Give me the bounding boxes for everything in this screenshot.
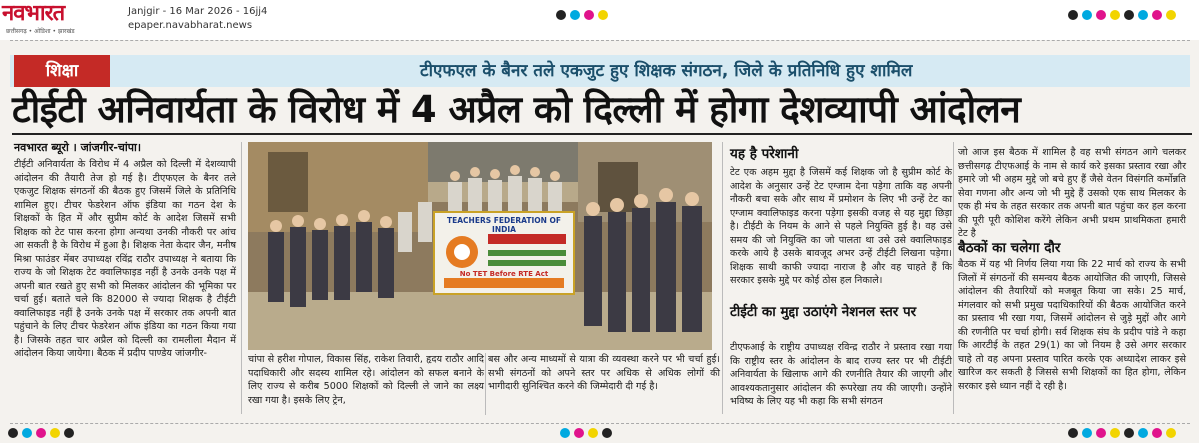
cyan-mark-icon	[22, 428, 32, 438]
cyan-mark-icon	[1082, 428, 1092, 438]
top-divider	[10, 40, 1190, 41]
black-mark-icon	[602, 428, 612, 438]
byline: नवभारत ब्यूरो । जांजगीर-चांपा।	[14, 141, 142, 154]
yellow-mark-icon	[588, 428, 598, 438]
paragraph-problem: टेट एक अहम मुद्दा है जिसमें कई शिक्षक जो है सुप्रीम कोर्ट के आदेश के अनुसार उन्हें टेट एग्जाम देना पड़ेगा ताकि वह अपनी नौकरी बचा सके और साथ में प्रमोशन के लिए भी उन्हें टेट का एग्जाम क्वालिफाइड करना पड़ेगा इसकी वजह से यह मुद्दा छिड़ा है। टीईटी के नियम के आने से पहले नियुक्ति हुई है। वह उसे समय की जो नियुक्ति का जो पालता था उसे उसे क्वालिफाइड करके आये है उसके बावजूद अभर उन्हें टीईटी लिखना पड़ेगा। शिक्षक साथी काफी ज्यादा नाराज है और वह चाहते हैं कि सरकार इसके मुद्दे पर कोई ठोस हल निकाले।	[730, 167, 952, 286]
registration-marks-top-right	[1068, 8, 1188, 22]
article-column-2: चांपा से हरीश गोपाल, विकास सिंह, राकेश तिवारी, हृदय राठौर आदि पदाधिकारी और सदस्य शामिल रहे। आंदोलन को सफल बनाने के लिए राज्य से करीब 5000 शिक्षकों को दिल्ली ले जाने का लक्ष्य रखा गया है। इसके लिए ट्रेन,	[248, 354, 484, 406]
black-mark-icon	[1068, 10, 1078, 20]
yellow-mark-icon	[1166, 10, 1176, 20]
column-divider	[241, 142, 242, 414]
black-mark-icon	[1068, 428, 1078, 438]
bottom-divider	[10, 423, 1190, 424]
paragraph-national-level: टीएफआई के राष्ट्रीय उपाध्यक्ष रविन्द्र राठौर ने प्रस्ताव रखा गया कि राष्ट्रीय स्तर के आंदोलन के बाद राज्य स्तर पर भी टीईटी अनिवार्यता के खिलाफ आगे की रणनीति तैयार की जाएगी और आवश्यकतानुसार आंदोलन की रूपरेखा तय की जाएगी। उन्होंने भविष्य के लिए यह भी कहा कि सभी संगठन	[730, 342, 952, 407]
column-divider	[953, 142, 954, 414]
cyan-mark-icon	[1138, 10, 1148, 20]
main-headline[interactable]: टीईटी अनिवार्यता के विरोध में 4 अप्रैल को दिल्ली में होगा देशव्यापी आंदोलन	[12, 88, 1021, 131]
banner-slogan: No TET Before RTE Act	[459, 270, 549, 278]
column-divider	[722, 142, 723, 414]
newspaper-logo[interactable]: नवभारत	[2, 1, 65, 26]
registration-marks-bottom-right	[1068, 428, 1188, 440]
section-label[interactable]: शिक्षा	[14, 55, 110, 87]
masthead-tagline: छत्तीसगढ़ • ओडिशा • झारखंड	[6, 28, 75, 35]
cyan-mark-icon	[570, 10, 580, 20]
subheading-meetings: बैठकों का चलेगा दौर	[958, 240, 1061, 256]
magenta-mark-icon	[1096, 428, 1106, 438]
edition-date: Janjgir - 16 Mar 2026 - 16jj4	[128, 6, 268, 17]
group-photo-illustration	[248, 142, 712, 350]
yellow-mark-icon	[1110, 428, 1120, 438]
magenta-mark-icon	[36, 428, 46, 438]
magenta-mark-icon	[1152, 428, 1162, 438]
magenta-mark-icon	[1096, 10, 1106, 20]
news-photo[interactable]	[248, 142, 712, 350]
article-column-1: टीईटी अनिवार्यता के विरोध में 4 अप्रैल को दिल्ली में देशव्यापी आंदोलन की तैयारी तेज हो गई है। टीएफएल के बैनर तले एकजुट शिक्षक संगठनों की बैठक हुए जिसमें जिले के प्रतिनिधि शामिल हुए। टीचर फेडरेशन ऑफ इंडिया का गठन देश के शिक्षकों के हित में और सुप्रीम कोर्ट के आदेश जिसमें सभी शिक्षक को टेट पास करना होगा अन्यथा उनकी नौकरी पर आंच आ सकती है के विरोध में हुआ है। शिक्षक नेता केदार जैन, मनीष मिश्रा फाउंडर मेंबर उपाध्यक्ष रविंद्र राठौर उपाध्यक्ष ने बताया कि राज्य के जो शिक्षक टेट क्वालिफाइड नहीं है उनके उनके पक्ष में अपनी बात रखते हुए सभी को मिलकर आंदोलन की भूमिका पर चर्चा हुई। बताते चले कि 82000 से ज्यादा शिक्षक है टीईटी क्वालिफाइड नहीं है उनके उनके पक्ष में सरकार तक अपनी बात पहुंचाने के लिए टीचर फेडरेशन ऑफ इंडिया का गठन किया गया है। जिसके तहत चार अप्रैल को दिल्ली का रामलीला मैदान में आंदोलन किया जायेगा। बैठक में प्रदीप पाण्डेय जांजगीर-	[14, 159, 236, 359]
yellow-mark-icon	[50, 428, 60, 438]
yellow-mark-icon	[1166, 428, 1176, 438]
magenta-mark-icon	[584, 10, 594, 20]
magenta-mark-icon	[1152, 10, 1162, 20]
black-mark-icon	[556, 10, 566, 20]
registration-marks-top	[556, 8, 626, 22]
black-mark-icon	[64, 428, 74, 438]
paragraph-tfi-proposal: जो आज इस बैठक में शामिल है वह सभी संगठन आगे चलकर छत्तीसगढ़ टीएफआई के नाम से कार्य करे इसका प्रस्ताव रखा और हमारे जो भी अहम मुद्दे जो बचे हुए हैं जैसे वेतन विसंगति कर्मोन्नति सेवा गणना और अन्य जो भी मुद्दे हैं उसको एक साथ मिलकर के एक ही मंच के तहत सरकार तक अपनी बात पहुंचा कर हल करना की पूरी पूरी कोशिश करेंगे लेकिन अभी प्रथम प्राथमिकता हमारी टेट है	[958, 147, 1186, 239]
cyan-mark-icon	[1138, 428, 1148, 438]
column-divider	[485, 353, 486, 415]
subheading-national-level: टीईटी का मुद्दा उठाएंगे नेशनल स्तर पर	[730, 304, 917, 320]
magenta-mark-icon	[574, 428, 584, 438]
subheading-problem: यह है परेशानी	[730, 146, 799, 162]
yellow-mark-icon	[1110, 10, 1120, 20]
kicker-headline: टीएफएल के बैनर तले एकजुट हुए शिक्षक संगठन, जिले के प्रतिनिधि हुए शामिल	[420, 61, 913, 81]
paragraph-meetings: बैठक में यह भी निर्णय लिया गया कि 22 मार्च को राज्य के सभी जिलों में संगठनों की समन्वय बैठक आयोजित की जाएगी, जिससे आंदोलन की तैयारियों को मजबूत किया जा सके। 25 मार्च, मंगलवार को सभी प्रमुख पदाधिकारियों की बैठक आयोजित करने का प्रस्ताव भी रखा गया, जिसमें आंदोलन से जुड़े मुद्दों और आगे की रणनीति पर चर्चा होगी। सर्व शिक्षक संघ के प्रदीप पांडे ने कहा कि आरटीई के तहत 29(1) का जो नियम है उसे अगर सरकार चाहे तो वह अपना प्रस्ताव पारित करके एक अध्यादेश लाकर इसे खारिज कर सकती है जिससे सभी शिक्षकों का हित होगा, लेकिन सरकार इसे ध्यान नहीं दे रही है।	[958, 259, 1186, 392]
cyan-mark-icon	[560, 428, 570, 438]
registration-marks-bottom-center	[560, 428, 630, 440]
black-mark-icon	[8, 428, 18, 438]
headline-rule	[12, 133, 1192, 135]
article-column-3: बस और अन्य माध्यमों से यात्रा की व्यवस्था करने पर भी चर्चा हुई। सभी संगठनों को अपने स्तर पर अधिक से अधिक लोगों की भागीदारी सुनिश्चित करने की जिम्मेदारी दी गई है।	[488, 354, 720, 392]
black-mark-icon	[1124, 10, 1134, 20]
banner-title: TEACHERS FEDERATION OF INDIA	[447, 216, 561, 234]
black-mark-icon	[1124, 428, 1134, 438]
epaper-url[interactable]: epaper.navabharat.news	[128, 20, 253, 31]
registration-marks-bottom-left	[8, 428, 98, 440]
yellow-mark-icon	[598, 10, 608, 20]
cyan-mark-icon	[1082, 10, 1092, 20]
